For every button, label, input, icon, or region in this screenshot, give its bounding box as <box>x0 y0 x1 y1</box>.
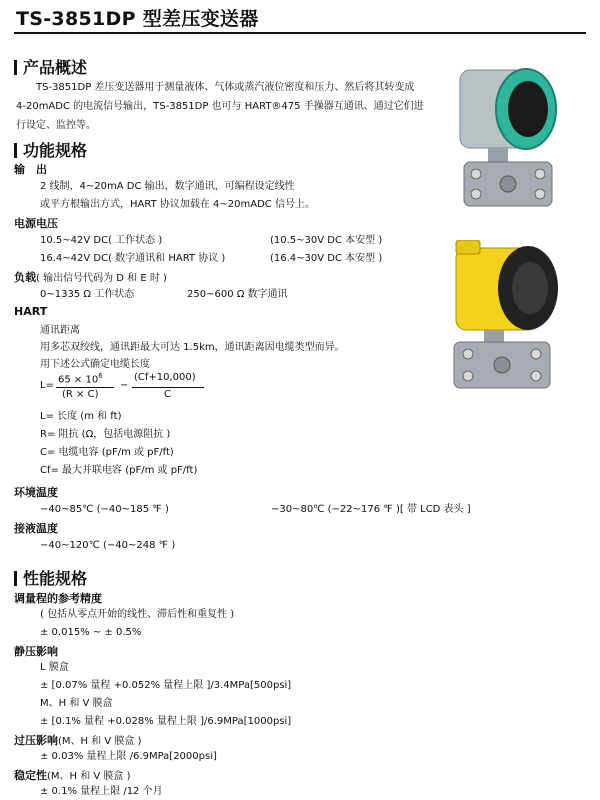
bolt <box>463 349 473 359</box>
hart-def-cf: Cf= 最大并联电容 (pF/m 或 pF/ft) <box>40 465 198 476</box>
formula-lhs: L= <box>40 380 54 391</box>
port <box>494 357 510 373</box>
overpressure-value: ± 0.03% 量程上限 /6.9MPa[2000psi] <box>40 751 217 762</box>
formula-denominator-1: (R × C) <box>62 389 99 400</box>
formula-minus: − <box>120 380 129 391</box>
formula-fraction-bar-2 <box>132 387 204 388</box>
formula-exponent: 6 <box>98 372 103 380</box>
overpressure-label-text: 过压影响 <box>14 734 58 747</box>
static-line-1: L 膜盒 <box>40 662 69 673</box>
bolt <box>531 349 541 359</box>
stability-label-text: 稳定性 <box>14 769 47 782</box>
static-line-2: ± [0.07% 量程 +0.052% 量程上限 ]/3.4MPa[500psi] <box>40 680 292 691</box>
heading-bar <box>14 60 17 75</box>
hart-line-1: 通讯距离 <box>40 325 80 336</box>
neck <box>484 330 504 342</box>
section-heading-function <box>14 138 87 161</box>
power-label: 电源电压 <box>14 217 58 230</box>
hart-line-3: 用下述公式确定电缆长度 <box>40 359 150 370</box>
port <box>500 176 516 192</box>
formula-numerator-2: (Cf+10,000) <box>134 372 196 383</box>
formula-denominator-2: C <box>164 389 171 400</box>
load-label-text: 负载 <box>14 271 36 284</box>
transmitter-image-grey <box>440 62 590 224</box>
bolt <box>471 189 481 199</box>
ambient-label: 环境温度 <box>14 486 58 499</box>
output-line-2: 或平方根输出方式，HART 协议加载在 4~20mADC 信号上。 <box>40 199 315 210</box>
hart-def-l: L= 长度 (m 和 ft) <box>40 411 122 422</box>
hart-def-r: R= 阻抗 (Ω，包括电源阻抗 ) <box>40 429 171 440</box>
static-line-3: M、H 和 V 膜盒 <box>40 698 113 709</box>
housing-top-cap <box>456 240 480 254</box>
overpressure-note: (M、H 和 V 膜盒 ) <box>58 736 142 747</box>
load-label <box>14 269 167 285</box>
formula-numerator-1 <box>58 372 103 385</box>
accuracy-label: 调量程的参考精度 <box>14 592 102 605</box>
section-heading-performance <box>14 566 87 589</box>
formula-numerator-1-text: 65 × 10 <box>58 374 99 386</box>
bolt <box>535 189 545 199</box>
cover-window <box>512 262 548 314</box>
static-label: 静压影响 <box>14 645 58 658</box>
hart-def-c: C= 电缆电容 (pF/m 或 pF/ft) <box>40 447 174 458</box>
hart-label: HART <box>14 305 48 318</box>
title-rule <box>14 32 586 34</box>
stability-label <box>14 767 131 783</box>
output-label: 输 出 <box>14 163 47 176</box>
stability-value: ± 0.1% 量程上限 /12 个月 <box>40 786 163 797</box>
power-row1-left: 10.5~42V DC( 工作状态 ) <box>40 235 163 246</box>
load-note: ( 输出信号代码为 D 和 E 时 ) <box>36 273 167 284</box>
static-line-4: ± [0.1% 量程 +0.028% 量程上限 ]/6.9MPa[1000psi] <box>40 716 292 727</box>
cover-window <box>508 81 548 137</box>
section-heading-text: 功能规格 <box>23 141 88 160</box>
neck <box>488 148 508 162</box>
section-heading-overview <box>14 55 87 78</box>
ambient-right: −30~80℃ (−22~176 ℉ )[ 带 LCD 表头 ] <box>271 504 471 515</box>
process-temp-label: 接液温度 <box>14 522 58 535</box>
output-line-1: 2 线制，4~20mA DC 输出，数字通讯，可编程设定线性 <box>40 181 295 192</box>
bolt <box>535 169 545 179</box>
stability-note: (M、H 和 V 膜盒 ) <box>47 771 131 782</box>
page-title: TS-3851DP 型差压变送器 <box>16 8 259 30</box>
section-heading-text: 产品概述 <box>23 58 88 77</box>
accuracy-value: ± 0.015% ~ ± 0.5% <box>40 627 142 638</box>
process-temp-value: −40~120℃ (−40~248 ℉ ) <box>40 540 176 551</box>
bolt <box>463 371 473 381</box>
heading-bar <box>14 143 17 158</box>
ambient-left: −40~85℃ (−40~185 ℉ ) <box>40 504 169 515</box>
heading-bar <box>14 571 17 586</box>
section-heading-text: 性能规格 <box>23 569 88 588</box>
power-row2-left: 16.4~42V DC( 数字通讯和 HART 协议 ) <box>40 253 226 264</box>
accuracy-note: ( 包括从零点开始的线性、滞后性和重复性 ) <box>40 609 235 620</box>
intro-paragraph: TS-3851DP 差压变送器用于测量液体、气体或蒸汽液位密度和压力、然后将其转变成 4-20mADC 的电流信号输出，TS-3851DP 也可与 HART®475 手操器互通讯、通过它们进行设定、监控等。 <box>16 82 424 131</box>
bolt <box>471 169 481 179</box>
transmitter-image-yellow <box>440 240 590 402</box>
overpressure-label <box>14 732 142 748</box>
formula-fraction-bar-1 <box>56 387 114 388</box>
power-row2-right: (16.4~30V DC 本安型 ) <box>270 253 383 264</box>
load-right: 250~600 Ω 数字通讯 <box>187 289 288 300</box>
power-row1-right: (10.5~30V DC 本安型 ) <box>270 235 383 246</box>
bolt <box>531 371 541 381</box>
hart-line-2: 用多芯双绞线，通讯距最大可达 1.5km，通讯距离因电缆类型而异。 <box>40 342 345 353</box>
load-left: 0~1335 Ω 工作状态 <box>40 289 135 300</box>
